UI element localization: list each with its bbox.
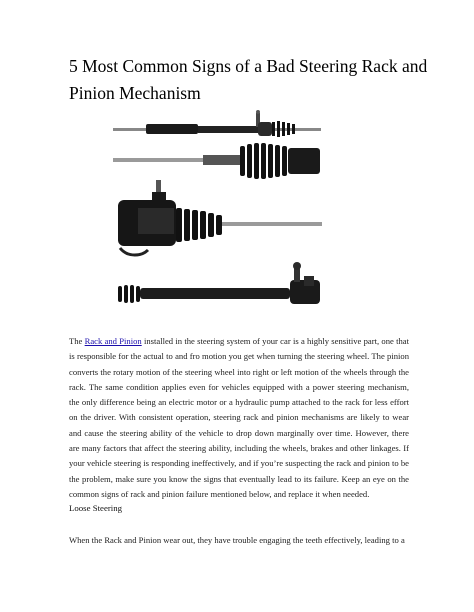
paragraph-text-rest: installed in the steering system of your car is a highly sensitive part, one that is responsible for the actual to and fro motion you get when turning the steering wheel. The pinion converts the rotary motion of the steering wheel into right or left motion of the wheels through the rack. The same condition applies even for vehicles equipped with a power steering mechanism, the only difference being an electric motor or a hydraulic pump attached to the rack for less effort on the driver. With consistent operation, steering rack and pinion mechanisms are likely to wear and cause the steering ability of the vehicle to drop down marginally over time. However, there are many factors that affect the steering ability, including the wheels, brakes and other linkages. If your vehicle steering is responding ineffectively, and if you’re suspecting the rack and pinion to be the problem, make sure you know the signs that eventually lead to its failure. Keep an eye on the common signs of rack and pinion failure mentioned below, and replace it when needed.: [69, 336, 409, 499]
intro-paragraph: [69, 334, 409, 502]
rack-assembly-3: [118, 180, 322, 255]
loose-steering-paragraph: When the Rack and Pinion wear out, they have trouble engaging the teeth effectively, leading to a: [69, 535, 405, 545]
steering-rack-photo: [108, 108, 330, 320]
paragraph-text-start: The: [69, 336, 85, 346]
rack-and-pinion-link[interactable]: Rack and Pinion: [84, 336, 142, 346]
page-title: 5 Most Common Signs of a Bad Steering Rack and Pinion Mechanism: [69, 56, 428, 103]
rack-assembly-1: [113, 110, 321, 137]
rack-assembly-2: [113, 143, 320, 179]
section-heading-loose-steering: Loose Steering: [69, 503, 123, 513]
rack-assembly-4: [118, 262, 320, 304]
